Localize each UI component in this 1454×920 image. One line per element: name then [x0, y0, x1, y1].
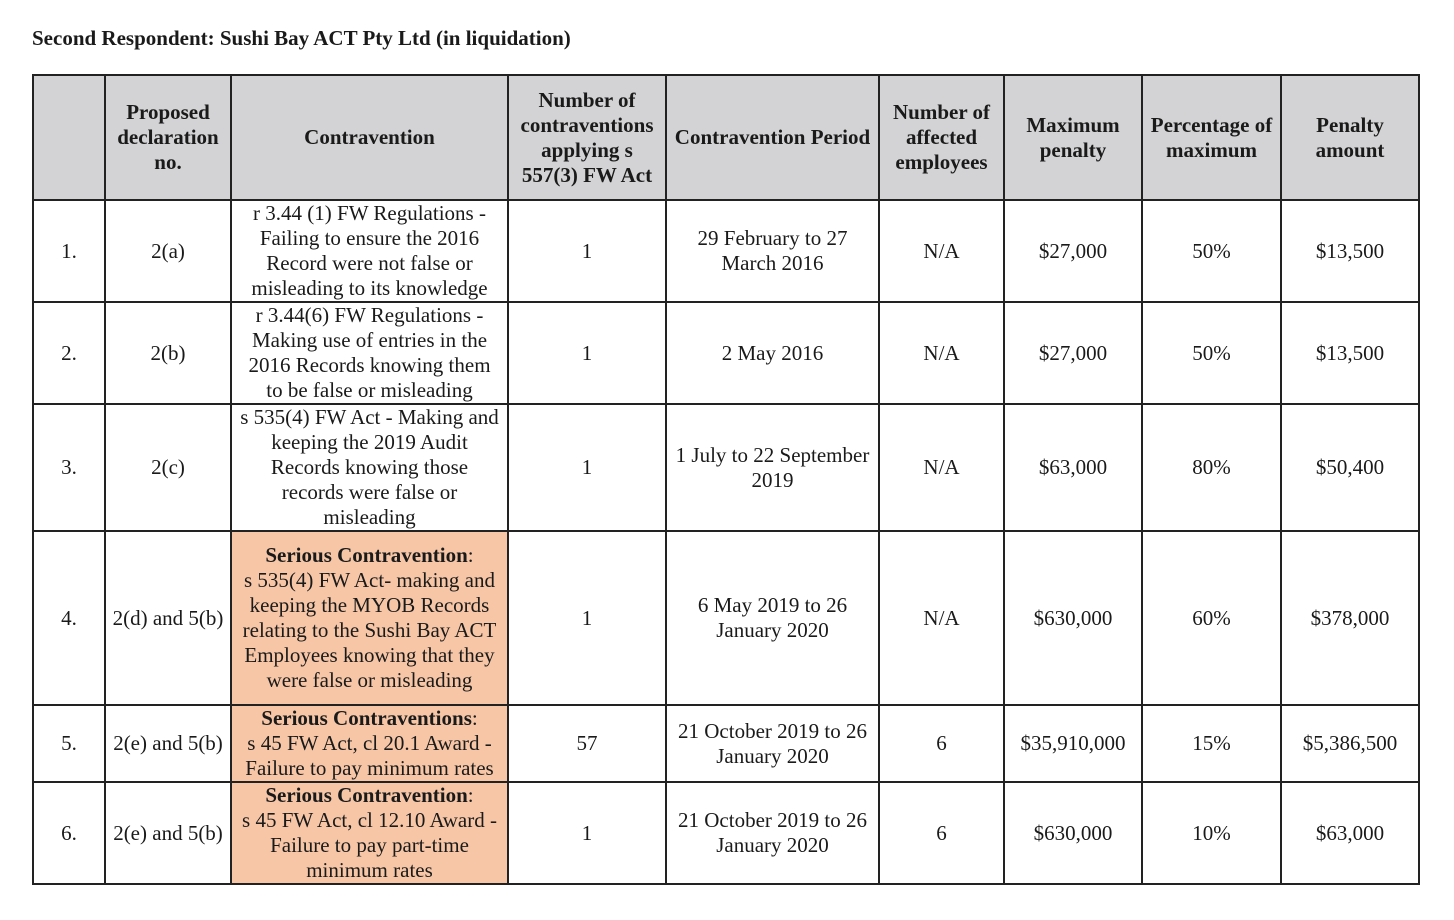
employees-cell: N/A — [879, 200, 1004, 302]
contravention-text: r 3.44(6) FW Regulations - Making use of entries in the 2016 Records knowing them to be false or misleading — [248, 303, 491, 402]
period-cell: 21 October 2019 to 26 January 2020 — [666, 705, 879, 782]
employees-cell: N/A — [879, 404, 1004, 531]
count-cell: 1 — [508, 404, 666, 531]
serious-contravention-label: Serious Contraventions — [261, 706, 472, 730]
amount-cell: $378,000 — [1281, 531, 1419, 705]
col-header-contravention: Contravention — [231, 75, 508, 200]
declaration-cell: 2(a) — [105, 200, 231, 302]
table-row — [33, 705, 1419, 782]
period-cell: 1 July to 22 September 2019 — [666, 404, 879, 531]
percentage-cell: 10% — [1142, 782, 1281, 884]
col-header-period: Contravention Period — [666, 75, 879, 200]
amount-cell: $63,000 — [1281, 782, 1419, 884]
amount-cell: $50,400 — [1281, 404, 1419, 531]
declaration-cell: 2(c) — [105, 404, 231, 531]
col-header-employees: Number of affected employees — [879, 75, 1004, 200]
col-header-declaration: Proposed declaration no. — [105, 75, 231, 200]
contravention-cell — [231, 200, 508, 302]
contravention-cell: Serious Contravention: s 535(4) FW Act- making and keeping the MYOB Records relating to the Sushi Bay ACT Employees knowing that they were false or misleading — [231, 531, 508, 705]
row-number: 6. — [33, 782, 105, 884]
declaration-cell: 2(d) and 5(b) — [105, 531, 231, 705]
contravention-cell: Serious Contravention: s 45 FW Act, cl 12.10 Award - Failure to pay part-time minimum rates — [231, 782, 508, 884]
serious-contravention-label: Serious Contravention — [265, 783, 468, 807]
max-penalty-cell: $27,000 — [1004, 200, 1142, 302]
employees-cell: N/A — [879, 302, 1004, 404]
row-number: 2. — [33, 302, 105, 404]
count-cell: 1 — [508, 200, 666, 302]
contravention-text: s 45 FW Act, cl 20.1 Award - Failure to pay minimum rates — [245, 731, 494, 780]
contravention-text: s 535(4) FW Act- making and keeping the MYOB Records relating to the Sushi Bay ACT Employees knowing that they were false or misleading — [242, 568, 497, 692]
count-cell: 1 — [508, 782, 666, 884]
count-cell: 1 — [508, 302, 666, 404]
declaration-cell: 2(e) and 5(b) — [105, 705, 231, 782]
col-header-item — [33, 75, 105, 200]
max-penalty-cell: $630,000 — [1004, 531, 1142, 705]
col-header-amount: Penalty amount — [1281, 75, 1419, 200]
declaration-cell: 2(e) and 5(b) — [105, 782, 231, 884]
contravention-cell — [231, 404, 508, 531]
percentage-cell: 50% — [1142, 200, 1281, 302]
percentage-cell: 80% — [1142, 404, 1281, 531]
period-cell: 29 February to 27 March 2016 — [666, 200, 879, 302]
col-header-max-penalty: Maximum penalty — [1004, 75, 1142, 200]
employees-cell: 6 — [879, 705, 1004, 782]
table-row — [33, 404, 1419, 531]
percentage-cell: 50% — [1142, 302, 1281, 404]
row-number: 5. — [33, 705, 105, 782]
serious-contravention-label: Serious Contravention — [265, 543, 468, 567]
max-penalty-cell: $35,910,000 — [1004, 705, 1142, 782]
period-cell: 2 May 2016 — [666, 302, 879, 404]
employees-cell: N/A — [879, 531, 1004, 705]
table-row — [33, 302, 1419, 404]
row-number: 1. — [33, 200, 105, 302]
contravention-text: s 535(4) FW Act - Making and keeping the 2019 Audit Records knowing those records were false or misleading — [240, 405, 499, 529]
penalty-table — [32, 74, 1420, 885]
table-row — [33, 782, 1419, 884]
amount-cell: $13,500 — [1281, 200, 1419, 302]
declaration-cell: 2(b) — [105, 302, 231, 404]
period-cell: 21 October 2019 to 26 January 2020 — [666, 782, 879, 884]
contravention-text: s 45 FW Act, cl 12.10 Award - Failure to pay part-time minimum rates — [242, 808, 497, 882]
row-number: 4. — [33, 531, 105, 705]
amount-cell: $13,500 — [1281, 302, 1419, 404]
amount-cell: $5,386,500 — [1281, 705, 1419, 782]
contravention-text: r 3.44 (1) FW Regulations - Failing to ensure the 2016 Record were not false or misleading to its knowledge — [251, 201, 488, 300]
max-penalty-cell: $63,000 — [1004, 404, 1142, 531]
max-penalty-cell: $630,000 — [1004, 782, 1142, 884]
table-header-row — [33, 75, 1419, 200]
count-cell: 1 — [508, 531, 666, 705]
percentage-cell: 15% — [1142, 705, 1281, 782]
col-header-percentage: Percentage of maximum — [1142, 75, 1281, 200]
percentage-cell: 60% — [1142, 531, 1281, 705]
col-header-count: Number of contraventions applying s 557(3) FW Act — [508, 75, 666, 200]
document-heading: Second Respondent: Sushi Bay ACT Pty Ltd (in liquidation) — [32, 26, 571, 50]
row-number: 3. — [33, 404, 105, 531]
employees-cell: 6 — [879, 782, 1004, 884]
count-cell: 57 — [508, 705, 666, 782]
period-cell: 6 May 2019 to 26 January 2020 — [666, 531, 879, 705]
table-row — [33, 531, 1419, 705]
max-penalty-cell: $27,000 — [1004, 302, 1142, 404]
contravention-cell: Serious Contraventions: s 45 FW Act, cl 20.1 Award - Failure to pay minimum rates — [231, 705, 508, 782]
contravention-cell — [231, 302, 508, 404]
table-row — [33, 200, 1419, 302]
